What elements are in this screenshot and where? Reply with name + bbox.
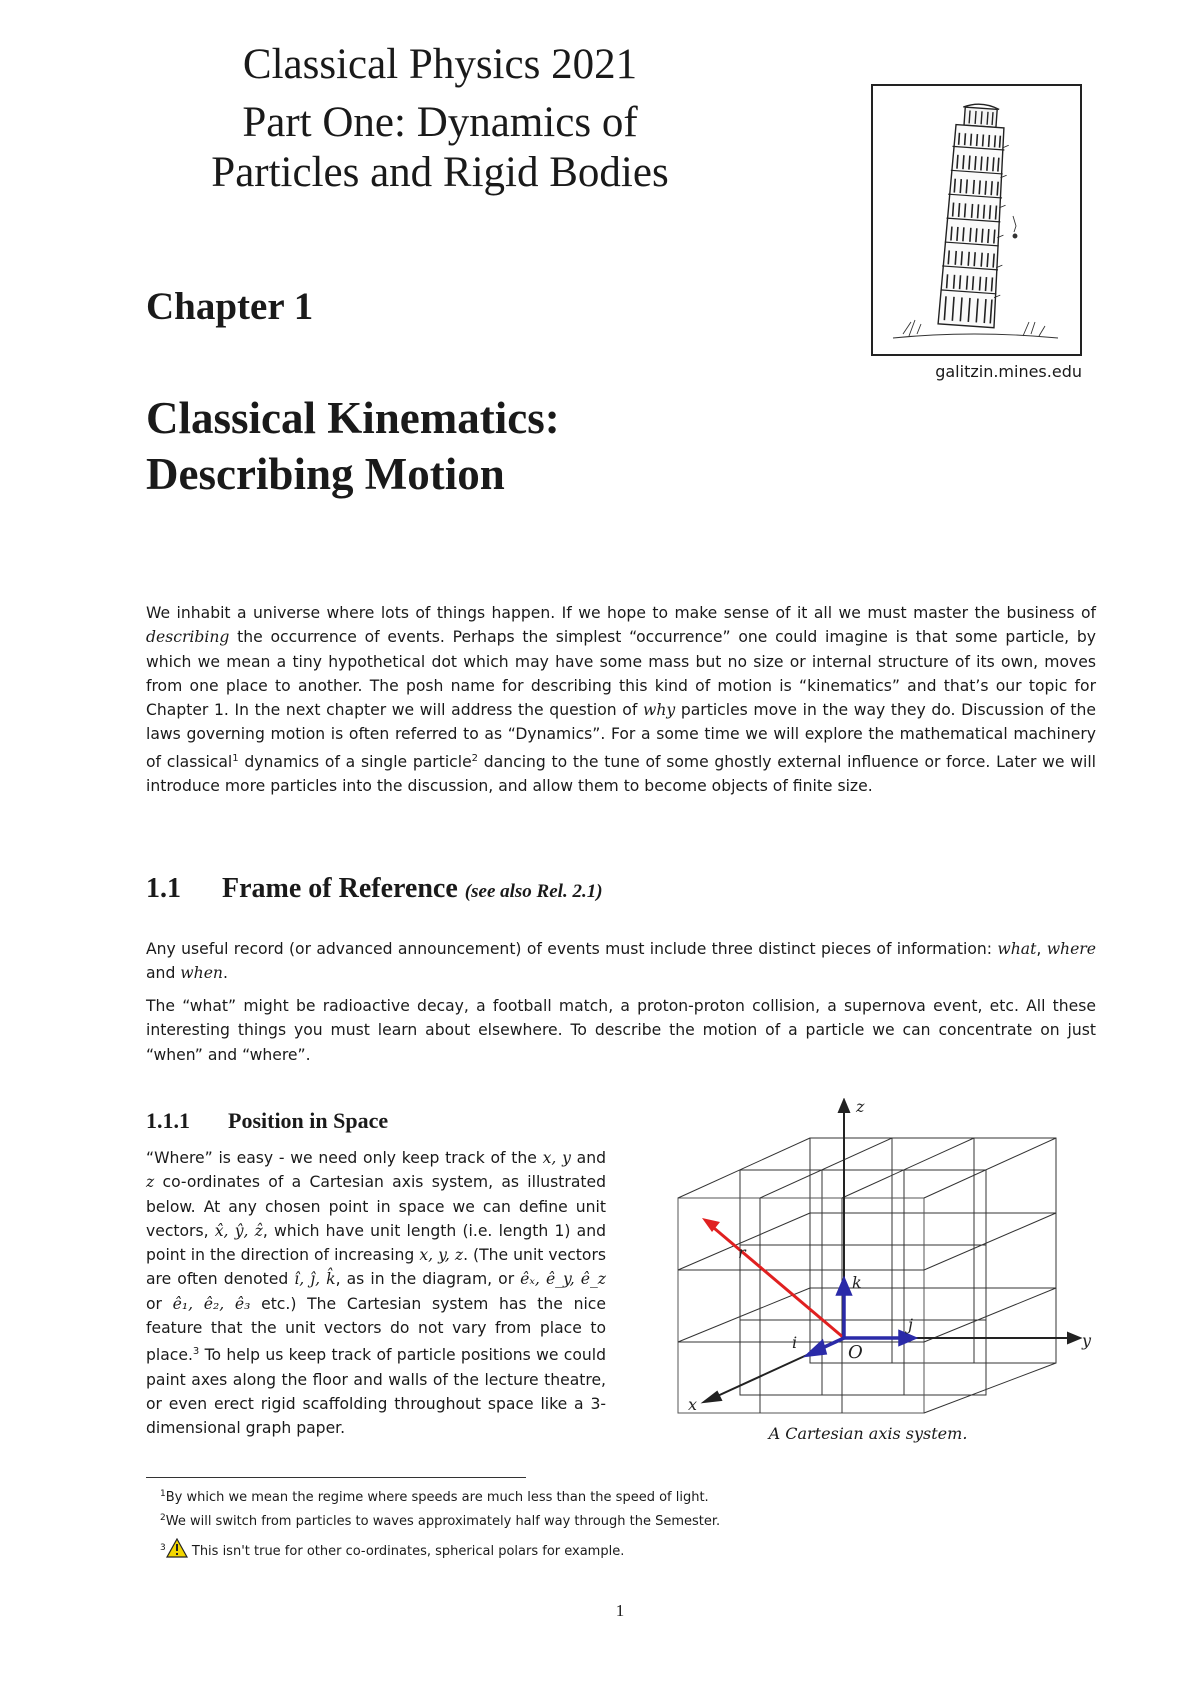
em-where: where xyxy=(1046,940,1096,958)
section-text-1: Any useful record (or advanced announcement) of events must include three distinct pieces of information: xyxy=(146,940,998,958)
section-title: Frame of Reference xyxy=(222,873,458,904)
sub-text-7: or xyxy=(146,1294,173,1313)
see-also-reference[interactable]: (see also Rel. 2.1) xyxy=(464,881,603,902)
section-paragraph-2: The “what” might be radioactive decay, a football match, a proton-proton collision, a supernova event, etc. All these interesting things you must learn about elsewhere. To describe the motion of a particle we can concentrate on just “when” and “where”. xyxy=(146,997,1096,1064)
chapter-title-line1: Classical Kinematics: xyxy=(146,393,560,443)
label-origin: O xyxy=(848,1342,863,1363)
sep-1: , xyxy=(1036,940,1047,958)
footnote-2-mark: 2 xyxy=(160,1513,166,1523)
sub-text-1: “Where” is easy - we need only keep track of the xyxy=(146,1149,543,1167)
sub-text-5: . (The unit vectors are often denoted xyxy=(146,1246,606,1289)
footnote-1 xyxy=(146,1484,1096,1508)
footnote-ref-3[interactable]: 3 xyxy=(192,1346,200,1358)
sub-text-3: co-ordinates of a Cartesian axis system, as illustrated below. At any chosen point in space we can define unit vectors, xyxy=(146,1173,606,1240)
document-title xyxy=(140,40,740,198)
part-title-line1: Part One: Dynamics of xyxy=(242,99,638,146)
math-e123: ê₁, ê₂, ê₃ xyxy=(172,1294,251,1313)
footnote-1-text: By which we mean the regime where speeds are much less than the speed of light. xyxy=(165,1490,709,1505)
section-heading xyxy=(146,873,603,905)
label-i: i xyxy=(792,1333,798,1352)
leaning-tower-icon xyxy=(873,86,1080,354)
em-what: what xyxy=(997,940,1037,958)
section-paragraph-1 xyxy=(146,937,1096,986)
section-number: 1.1 xyxy=(146,873,181,904)
footnote-ref-1[interactable]: 1 xyxy=(232,752,239,764)
chapter-title-line2: Describing Motion xyxy=(146,449,505,499)
intro-text-5: dancing to the tune of some ghostly external influence or force. Later we will introduce more particles into the discussion, and allow them to become objects of finite size. xyxy=(146,752,1097,796)
intro-text-2: the occurrence of events. Perhaps the simplest “occurrence” one could imagine is that some particle, by which we mean a tiny hypothetical dot which may have some mass but no size or internal structure of its own, moves from one place to another. The posh name for describing this kind of motion is “kinematics” and that’s our topic for Chapter 1. In the next chapter we will address the question of xyxy=(146,628,1096,720)
intro-em-describing: describing xyxy=(146,628,230,647)
leaning-tower-image xyxy=(871,84,1082,356)
label-k: k xyxy=(852,1273,862,1292)
sub-text-4: , which have unit length (i.e. length 1) and point in the direction of increasing xyxy=(146,1221,607,1265)
footnote-1-mark: 1 xyxy=(160,1489,166,1499)
sub-text-6: , as in the diagram, or xyxy=(335,1270,521,1289)
footnote-3-mark: 3 xyxy=(160,1543,166,1553)
math-z: z xyxy=(146,1173,155,1192)
scaffold-grid xyxy=(678,1138,1056,1413)
math-unit-xyz: x̂, ŷ, ẑ xyxy=(214,1221,263,1240)
math-xy: x, y xyxy=(542,1149,571,1167)
cartesian-diagram xyxy=(668,1098,1108,1418)
cartesian-axis-figure xyxy=(668,1098,1108,1418)
warning-icon xyxy=(166,1538,188,1565)
footnote-2-text: We will switch from particles to waves approximately half way through the Semester. xyxy=(165,1514,721,1529)
footnote-2 xyxy=(146,1508,1096,1532)
em-when: when xyxy=(180,964,223,983)
label-j: j xyxy=(908,1315,913,1334)
math-ijk: î, ĵ, k̂ xyxy=(294,1270,336,1289)
math-exyz: êₓ, ê_y, ê_z xyxy=(520,1270,606,1289)
subsection-paragraph xyxy=(146,1146,606,1441)
intro-text-1: We inhabit a universe where lots of things happen. If we hope to make sense of it all we must master the business of xyxy=(146,604,1096,622)
course-title: Classical Physics 2021 xyxy=(242,41,638,88)
sub-text-9: To help us keep track of particle positions we could paint axes along the floor and walls of the lecture theatre, or even erect rigid scaffolding throughout space like a 3-dimensional graph paper. xyxy=(146,1346,606,1438)
sep-end: . xyxy=(222,964,228,983)
footnotes xyxy=(146,1484,1096,1565)
label-y: y xyxy=(1082,1331,1092,1350)
label-x: x xyxy=(688,1395,698,1414)
intro-paragraph xyxy=(146,601,1096,799)
chapter-label: Chapter 1 xyxy=(146,285,314,328)
footnote-ref-2[interactable]: 2 xyxy=(471,752,479,764)
intro-text-3: particles move in the way they do. Discussion of the laws governing motion is often referred to as “Dynamics”. For a some time we will explore the mathematical machinery of classical xyxy=(146,701,1096,771)
footnote-divider xyxy=(146,1477,526,1478)
label-r: r xyxy=(738,1243,746,1262)
chapter-title xyxy=(146,390,906,502)
sub-text-8: etc.) The Cartesian system has the nice feature that the unit vectors do not vary from place to place. xyxy=(146,1294,606,1365)
intro-text-4: dynamics of a single particle xyxy=(238,752,472,771)
sep-2: and xyxy=(146,964,181,983)
sub-text-2: and xyxy=(570,1149,606,1167)
subsection-number: 1.1.1 xyxy=(146,1108,190,1133)
math-xyz: x, y, z xyxy=(419,1246,464,1265)
image-credit: galitzin.mines.edu xyxy=(935,362,1082,381)
intro-em-why: why xyxy=(643,701,676,720)
footnote-3 xyxy=(146,1538,1096,1565)
label-z: z xyxy=(856,1098,865,1116)
page-number: 1 xyxy=(615,1601,625,1620)
subsection-title: Position in Space xyxy=(228,1108,389,1133)
part-title-line2: Particles and Rigid Bodies xyxy=(211,149,669,196)
footnote-3-text: This isn't true for other co-ordinates, spherical polars for example. xyxy=(191,1544,625,1559)
figure-caption: A Cartesian axis system. xyxy=(768,1424,968,1443)
subsection-heading xyxy=(146,1108,388,1134)
